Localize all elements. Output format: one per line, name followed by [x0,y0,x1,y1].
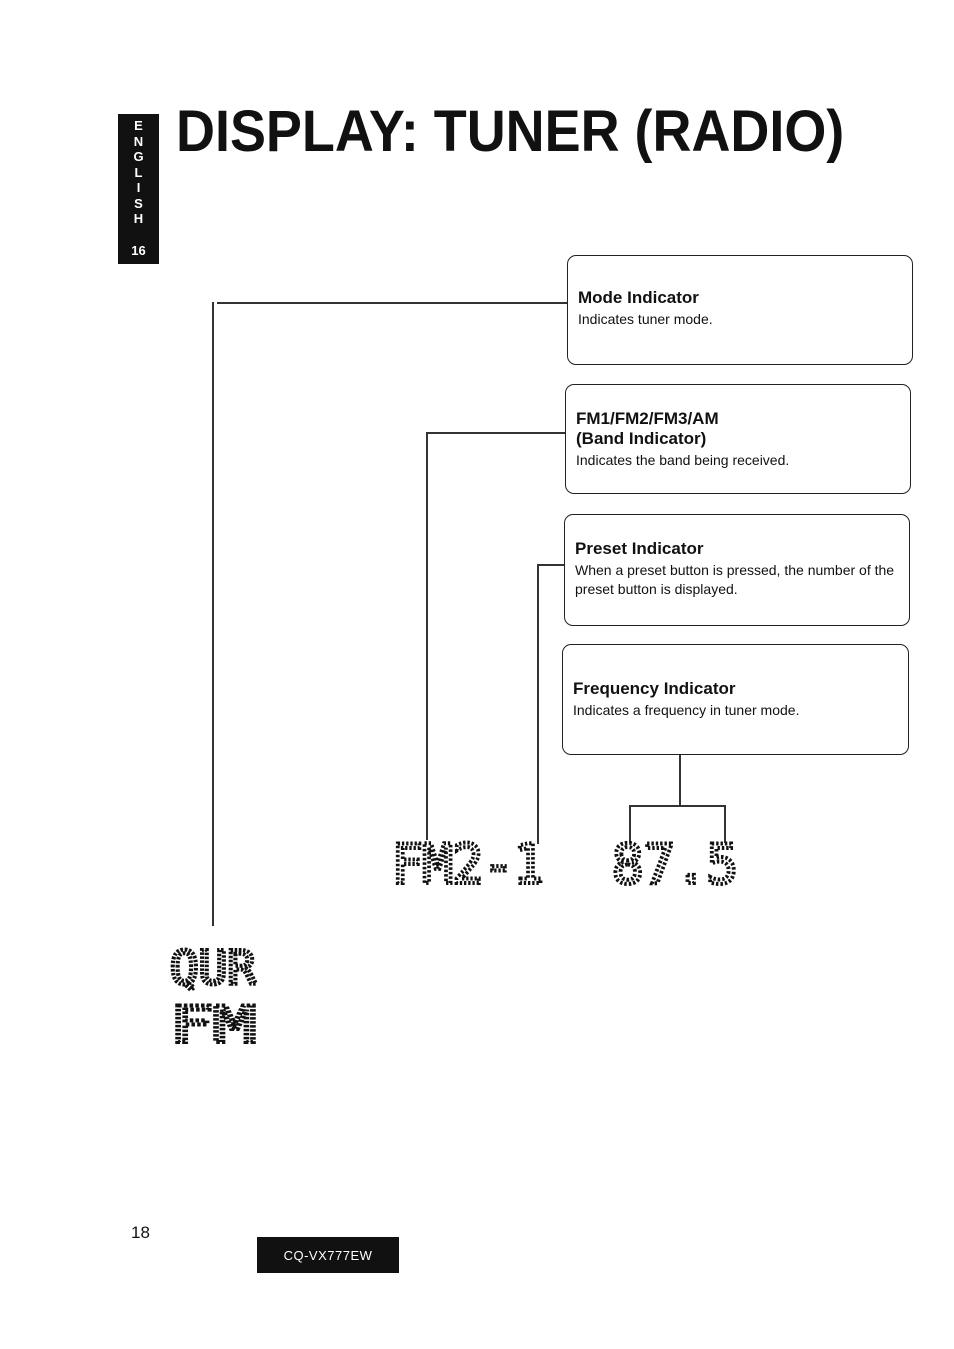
section-number: 16 [131,243,146,258]
leader-line-preset-horizontal [538,564,565,566]
mode-indicator-icon-top: QUR [170,941,257,995]
band-indicator-title-line1: FM1/FM2/FM3/AM [576,409,719,428]
frequency-indicator-title: Frequency Indicator [573,679,736,698]
leader-line-preset-vertical [537,564,539,844]
leader-line-band-vertical [426,432,428,840]
band-indicator-title-line2: (Band Indicator) [576,429,707,448]
frequency-display-text: 87.5 [612,833,738,896]
mode-indicator-title: Mode Indicator [578,288,699,307]
language-letter: S [134,195,143,211]
mode-indicator-icon-bottom: FM [170,996,256,1054]
preset-indicator-description: When a preset button is pressed, the number of the preset button is displayed. [575,562,895,597]
preset-indicator-title: Preset Indicator [575,539,704,558]
language-letter: L [134,164,143,180]
band-indicator-description: Indicates the band being received. [576,452,790,468]
leader-line-frequency-vertical [679,752,681,805]
page-title: DISPLAY: TUNER (RADIO) [176,99,845,164]
band-indicator-callout [565,384,911,494]
language-tab [118,114,159,264]
language-letter: E [134,118,143,133]
language-letter: N [133,133,144,149]
language-letter: H [133,211,144,226]
language-letter: I [136,180,141,195]
leader-line-band-horizontal [427,432,567,434]
page-number: 18 [131,1223,150,1242]
mode-indicator-callout [567,255,913,365]
frequency-display [612,833,742,896]
mode-indicator-icon [168,941,260,1054]
band-preset-display-text: FM2-1 [392,833,544,896]
language-letter: G [133,149,144,164]
band-preset-display [392,833,552,896]
leader-line-mode-vertical [212,302,214,926]
leader-line-frequency-bracket [629,805,725,807]
mode-indicator-description: Indicates tuner mode. [578,311,713,327]
preset-indicator-callout [564,514,910,626]
language-letters [118,114,159,227]
model-number-badge: CQ-VX777EW [257,1237,399,1273]
frequency-indicator-callout [562,644,909,755]
leader-line-mode-horizontal [217,302,568,304]
frequency-indicator-description: Indicates a frequency in tuner mode. [573,702,800,718]
